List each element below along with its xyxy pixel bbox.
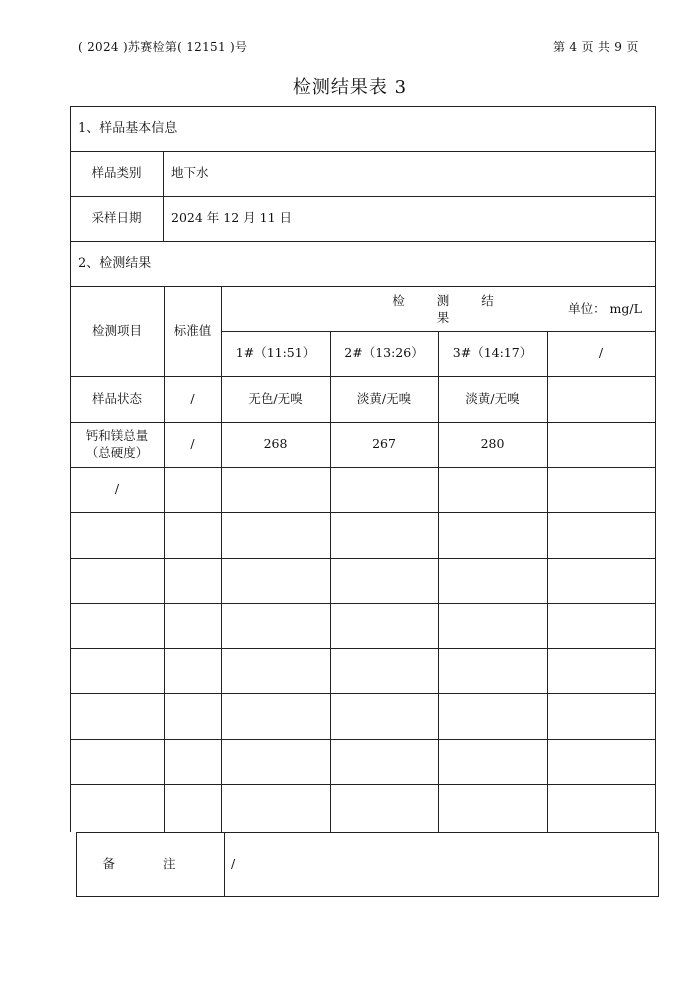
sample-type-label: 样品类别 bbox=[91, 165, 142, 181]
row-sample-state-s4 bbox=[547, 376, 655, 422]
sampling-date-value: 2024 年 12 月 11 日 bbox=[171, 210, 292, 226]
row-sample-state-item: 样品状态 bbox=[91, 390, 142, 406]
results-title: 检 测 结 果 bbox=[392, 292, 508, 325]
unit-label: 单位： mg/L bbox=[568, 301, 642, 317]
remark-value: / bbox=[231, 855, 236, 871]
sample-3-header: 3#（14:17） bbox=[452, 345, 533, 361]
row-sample-state-s1: 无色/无嗅 bbox=[248, 390, 303, 406]
row-hardness-item: 钙和镁总量 （总硬度） bbox=[85, 427, 149, 460]
standard-value-header: 标准值 bbox=[173, 322, 212, 338]
row-hardness-std: / bbox=[190, 436, 195, 452]
table-title: 检测结果表 3 bbox=[292, 77, 408, 98]
test-item-header: 检测项目 bbox=[91, 322, 142, 338]
row-hardness-s1: 268 bbox=[263, 436, 288, 452]
report-number: ( 2024 )苏赛检第( 12151 )号 bbox=[78, 40, 248, 54]
row-sample-state-std: / bbox=[190, 390, 195, 406]
sample-4-header: / bbox=[598, 345, 604, 361]
section-basic-info-heading: 1、样品基本信息 bbox=[78, 120, 178, 136]
page-info: 第 4 页 共 9 页 bbox=[553, 40, 639, 54]
row-hardness-s2: 267 bbox=[372, 436, 396, 452]
sample-2-header: 2#（13:26） bbox=[344, 345, 424, 361]
row-hardness-s3: 280 bbox=[480, 436, 505, 452]
row-end-marker-item: / bbox=[114, 481, 120, 497]
row-sample-state-s3: 淡黄/无嗅 bbox=[465, 390, 520, 406]
sample-1-header: 1#（11:51） bbox=[235, 345, 316, 361]
section-results-heading: 2、检测结果 bbox=[78, 255, 152, 271]
row-sample-state-s2: 淡黄/无嗅 bbox=[356, 390, 412, 406]
sample-type-value: 地下水 bbox=[171, 165, 209, 181]
row-hardness-s4 bbox=[547, 422, 655, 467]
sampling-date-label: 采样日期 bbox=[91, 210, 142, 226]
remark-label: 备 注 bbox=[102, 855, 198, 871]
